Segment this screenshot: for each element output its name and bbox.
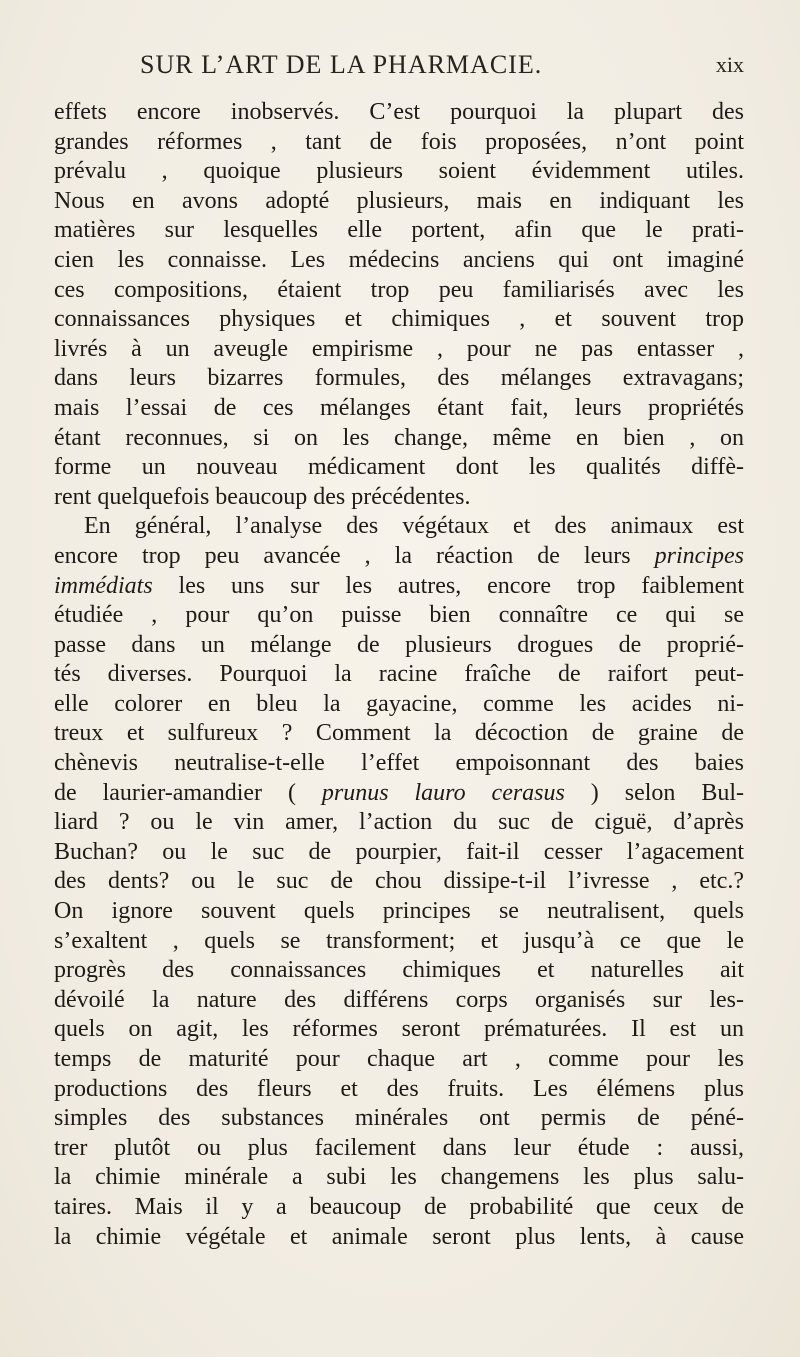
text-line: rent quelquefois beaucoup des précédentes. <box>54 483 471 510</box>
text-line: Buchan? ou le suc de pourpier, fait-il cesser l’agacement <box>54 838 744 865</box>
text-line: grandes réformes , tant de fois proposées, n’ont point <box>54 128 744 155</box>
page-number: xix <box>715 52 744 77</box>
text-line <box>54 542 744 572</box>
text-line: chènevis neutralise-t-elle l’effet empoisonnant des baies <box>54 750 744 777</box>
text-line: simples des substances minérales ont permis de péné- <box>54 1105 744 1132</box>
text-line: elle colorer en bleu la gayacine, comme les acides ni- <box>54 690 744 717</box>
text-line: passe dans un mélange de plusieurs drogues de proprié- <box>54 631 744 658</box>
text-line: cien les connaisse. Les médecins anciens qui ont imaginé <box>54 246 744 273</box>
text-line: la chimie minérale a subi les changemens les plus salu- <box>54 1164 744 1191</box>
text-run: les uns sur les autres, encore trop faiblement <box>152 572 744 599</box>
text-line: tés diverses. Pourquoi la racine fraîche de raifort peut- <box>54 661 744 688</box>
text-line: livrés à un aveugle empirisme , pour ne pas entasser , <box>54 335 744 362</box>
text-line: s’exaltent , quels se transforment; et jusqu’à ce que le <box>54 927 744 954</box>
text-line: liard ? ou le vin amer, l’action du suc de ciguë, d’après <box>54 809 744 836</box>
text-line: des dents? ou le suc de chou dissipe-t-il l’ivresse , etc.? <box>54 868 744 895</box>
text-line: quels on agit, les réformes seront prématurées. Il est un <box>54 1016 744 1043</box>
text-line: matières sur lesquelles elle portent, afin que le prati- <box>54 217 744 244</box>
text-line <box>54 779 744 809</box>
text-line: dévoilé la nature des différens corps organisés sur les- <box>54 986 744 1013</box>
text-run: encore trop peu avancée , la réaction de leurs <box>54 542 655 569</box>
text-line: treux et sulfureux ? Comment la décoction de graine de <box>54 720 744 747</box>
text-line: ces compositions, étaient trop peu familiarisés avec les <box>54 276 744 303</box>
text-line: étudiée , pour qu’on puisse bien connaître ce qui se <box>54 602 744 629</box>
text-line: connaissances physiques et chimiques , et souvent trop <box>54 306 744 333</box>
text-line: forme un nouveau médicament dont les qualités diffè- <box>54 454 744 481</box>
text-line: mais l’essai de ces mélanges étant fait, leurs propriétés <box>54 394 744 421</box>
italic-term: principes <box>654 542 744 569</box>
text-line: prévalu , quoique plusieurs soient évidemment utiles. <box>54 158 744 185</box>
text-line <box>54 572 744 602</box>
italic-term: immédiats <box>54 572 153 599</box>
text-line: On ignore souvent quels principes se neutralisent, quels <box>54 898 744 925</box>
text-line: Nous en avons adopté plusieurs, mais en indiquant les <box>54 187 744 214</box>
text-line: effets encore inobservés. C’est pourquoi la plupart des <box>54 99 744 125</box>
text-line: trer plutôt ou plus facilement dans leur étude : aussi, <box>54 1134 744 1161</box>
text-run: de laurier-amandier ( <box>54 779 322 806</box>
text-line: taires. Mais il y a beaucoup de probabilité que ceux de <box>54 1193 744 1220</box>
text-line: progrès des connaissances chimiques et naturelles ait <box>54 957 744 984</box>
page-header <box>54 50 744 90</box>
body-text <box>54 98 744 1252</box>
text-line: dans leurs bizarres formules, des mélanges extravagans; <box>54 365 744 392</box>
text-line: productions des fleurs et des fruits. Les élémens plus <box>54 1075 744 1102</box>
text-line: temps de maturité pour chaque art , comme pour les <box>54 1046 744 1072</box>
running-head: SUR L’ART DE LA PHARMACIE. <box>140 50 543 79</box>
italic-term: prunus lauro cerasus <box>321 779 565 806</box>
text-run: ) selon Bul- <box>564 779 744 806</box>
text-line: étant reconnues, si on les change, même en bien , on <box>54 424 744 451</box>
text-line: En général, l’analyse des végétaux et des animaux est <box>84 513 744 540</box>
text-line: la chimie végétale et animale seront plus lents, à cause <box>54 1223 744 1250</box>
